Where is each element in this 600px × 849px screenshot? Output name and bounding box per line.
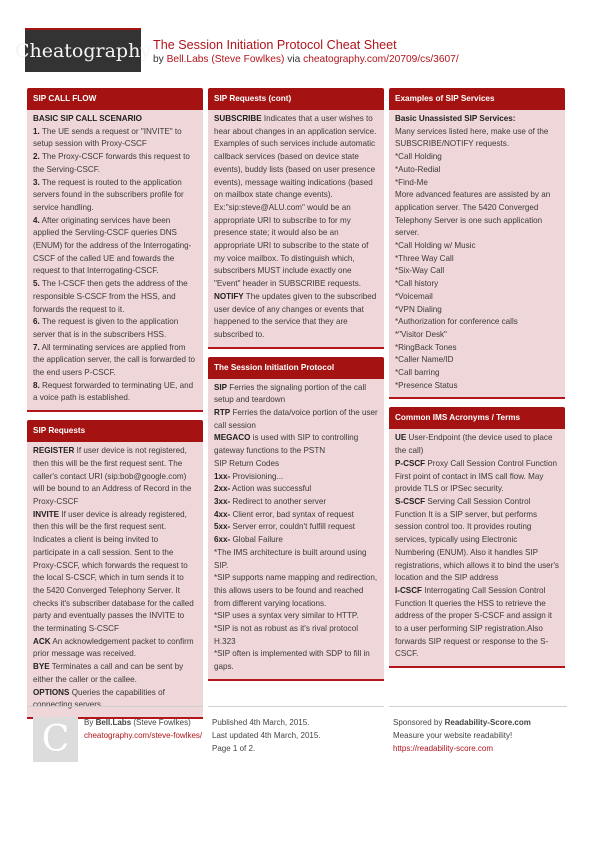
via-label: via — [287, 54, 301, 65]
author-profile-link[interactable]: cheatography.com/steve-fowlkes/ — [84, 731, 203, 740]
avatar[interactable]: C — [33, 717, 78, 762]
footer-sponsor — [389, 706, 567, 755]
section-subtitle: BASIC SIP CALL SCENARIO — [33, 114, 142, 123]
by-prefix: by — [153, 54, 164, 65]
service-line: *VPN Dialing — [395, 304, 442, 314]
section-subtitle: Basic Unassisted SIP Services: — [395, 114, 516, 123]
return-code-item: 2xx- Action was successful — [214, 484, 312, 494]
definition-item: ACK An acknowledgement packet to confirm prior message was received. — [33, 636, 194, 659]
service-line: Many services listed here, make use of the SUBSCRIBE/NOTIFY requests. — [395, 126, 549, 149]
definition-item: NOTIFY The updates given to the subscribed user device of any changes or events that happened to the service that they are subscribed to. — [214, 291, 377, 339]
section-title: SIP CALL FLOW — [27, 88, 203, 110]
sponsor-tagline: Measure your website readability! — [393, 731, 513, 740]
page-indicator: Page 1 of 2. — [212, 744, 256, 753]
return-code-item: 4xx- Client error, bad syntax of request — [214, 509, 354, 519]
note-item: *SIP supports name mapping and redirection, this allows users to be found and reached from different varying locations. — [214, 573, 378, 608]
service-line: More advanced features are assisted by an application server. The 5420 Converged Telephony Server is one such application server. — [395, 190, 551, 238]
note-item: *SIP uses a syntax very similar to HTTP. — [214, 611, 359, 621]
definition-item: REGISTER If user device is not registered, then this will be the first request sent. The caller's contact URI (sip:bob@google.com) will be bound to an Address of Record in the Proxy-CSCF — [33, 446, 192, 506]
service-line: *"Visitor Desk" — [395, 329, 447, 339]
service-line: *Call barring — [395, 368, 440, 378]
service-line: *Authorization for conference calls — [395, 317, 518, 327]
author-link[interactable]: Bell.Labs (Steve Fowlkes) — [166, 54, 285, 65]
column-2 — [208, 88, 384, 689]
definition-item: RTP Ferries the data/voice portion of the user call session — [214, 408, 378, 430]
step-item: 2. The Proxy-CSCF forwards this request to the Serving-CSCF. — [33, 152, 190, 174]
step-item: 1. The UE sends a request or "INVITE" to setup session with Proxy-CSCF — [33, 126, 182, 149]
section-title: Examples of SIP Services — [389, 88, 565, 110]
footer-meta — [208, 706, 384, 755]
section-body — [208, 379, 384, 681]
service-line: *Caller Name/ID — [395, 355, 454, 365]
updated-date: Last updated 4th March, 2015. — [212, 731, 321, 740]
section-body — [389, 110, 565, 399]
sheet-url-link[interactable]: cheatography.com/20709/cs/3607/ — [303, 54, 459, 65]
cheatography-logo[interactable]: Cheatography — [25, 28, 141, 72]
service-line: *Six-Way Call — [395, 266, 445, 276]
service-line: *Auto-Redial — [395, 164, 441, 174]
definition-item: UE User-Endpoint (the device used to place the call) — [395, 433, 553, 456]
note-item: *SIP is not as robust as it's rival protocol H.323 — [214, 624, 358, 646]
sponsor-link[interactable]: https://readability-score.com — [393, 744, 494, 753]
service-line: *Call Holding — [395, 152, 442, 162]
definition-item: SUBSCRIBE Indicates that a user wishes to hear about changes in an application service. Examples of such services include automatic callback services (based on device state events), buddy lists (based on user presence events), message waiting indications (based on mailbox state change events). Ex:"sip:steve@ALU.com" would be an appropriate URI to subscribe to for my presence state; it would also be an appropriate URI to subscribe to the state of my voice mailbox. To distinguish which, subscribers MUST include exactly one "Event" header in SUBSCRIBE requests. — [214, 114, 377, 289]
section-body — [27, 110, 203, 412]
step-item: 3. The request is routed to the application servers found in the subscribers profile for service handling. — [33, 177, 184, 212]
step-item: 6. The request is given to the application server that is in the subscribers HSS. — [33, 317, 179, 339]
note-item: *The IMS architecture is built around using SIP. — [214, 547, 367, 570]
return-code-item: 3xx- Redirect to another server — [214, 496, 327, 506]
service-line: *Presence Status — [395, 380, 458, 390]
return-code-item: 6xx- Global Failure — [214, 535, 283, 545]
section-sip-requests-cont — [208, 88, 384, 349]
section-session-initiation-protocol — [208, 357, 384, 681]
step-item: 8. Request forwarded to terminating UE, and a voice path is established. — [33, 380, 194, 403]
definition-item: S-CSCF Serving Call Session Control Function It is a SIP server, but performs session control too. It provides routing services, typically using Electronic Numbering (ENUM). Also it handles SIP registrations, which allows it to bind the user's location and the SIP address — [395, 496, 559, 583]
by-label: By — [84, 718, 94, 727]
section-body — [208, 110, 384, 349]
column-1 — [27, 88, 203, 727]
sponsor-name: Readability-Score.com — [444, 718, 531, 727]
definition-item: MEGACO is used with SIP to controlling gateway functions to the PSTN — [214, 433, 359, 456]
page-title: The Session Initiation Protocol Cheat Sheet — [153, 38, 397, 52]
step-item: 4. After originating services have been applied the Serviing-CSCF queries DNS (ENUM) for the address of the Interrogating-CSCF of the called UE and fowards the request to that Interrogating-CSCF. — [33, 215, 192, 276]
service-line: *Voicemail — [395, 291, 433, 301]
definition-item: INVITE If user device is already registered, then this will be the first request sent. Indicates a client is being invited to participate in a call session. Sent to the Proxy-CSCF, which forwards the request to the local S-CSCF, which in turn sends it to the 5420 Converged Telephony Server. It checks it's subscriber database for the called party and eventually passes the INVITE to the terminating S-CSCF — [33, 509, 194, 634]
step-item: 7. All terminating services are applied from the application server, the call is forwarded to the end users P-CSCF. — [33, 342, 195, 378]
return-code-item: 1xx- Provisioning... — [214, 471, 284, 481]
service-line: *Find-Me — [395, 177, 428, 187]
section-body — [27, 442, 203, 719]
return-code-item: 5xx- Server error, couldn't fulfill request — [214, 522, 356, 532]
definition-item: BYE Terminates a call and can be sent by either the caller or the callee. — [33, 662, 184, 684]
service-line: *Call history — [395, 279, 439, 289]
section-title: Common IMS Acronyms / Terms — [389, 407, 565, 429]
service-line: *RingBack Tones — [395, 342, 457, 352]
definition-item: I-CSCF Interrogating Call Session Control Function It queries the HSS to retrieve the address of the proper S-CSCF and assign it to a user performing SIP registration.Also forwards SIP request or response to the S-CSCF. — [395, 585, 553, 659]
step-item: 5. The I-CSCF then gets the address of the responsible S-CSCF from the HSS, and forwards the request to it. — [33, 279, 188, 314]
return-codes-label: SIP Return Codes — [214, 458, 280, 468]
definition-item: OPTIONS Queries the capabilities of connecting servers. — [33, 687, 165, 710]
section-sip-services — [389, 88, 565, 399]
service-line: *Three Way Call — [395, 253, 454, 263]
section-sip-requests — [27, 420, 203, 719]
section-title: SIP Requests — [27, 420, 203, 442]
section-ims-acronyms — [389, 407, 565, 668]
author-name: (Steve Fowlkes) — [133, 718, 191, 727]
section-title: SIP Requests (cont) — [208, 88, 384, 110]
author-handle-link[interactable]: Bell.Labs — [95, 718, 132, 727]
byline — [153, 54, 459, 65]
definition-item: SIP Ferries the signaling portion of the call setup and teardown — [214, 382, 367, 405]
definition-item: P-CSCF Proxy Call Session Control Function First point of contact in IMS call flow. May provide TLS or IPSec security. — [395, 458, 557, 494]
service-line: *Call Holding w/ Music — [395, 241, 476, 251]
footer-author — [27, 706, 203, 760]
section-body — [389, 429, 565, 668]
section-title: The Session Initiation Protocol — [208, 357, 384, 379]
note-item: *SIP often is implemented with SDP to fill in gaps. — [214, 649, 370, 672]
published-date: Published 4th March, 2015. — [212, 718, 310, 727]
section-sip-call-flow — [27, 88, 203, 412]
column-3 — [389, 88, 565, 676]
sponsored-label: Sponsored by — [393, 718, 443, 727]
